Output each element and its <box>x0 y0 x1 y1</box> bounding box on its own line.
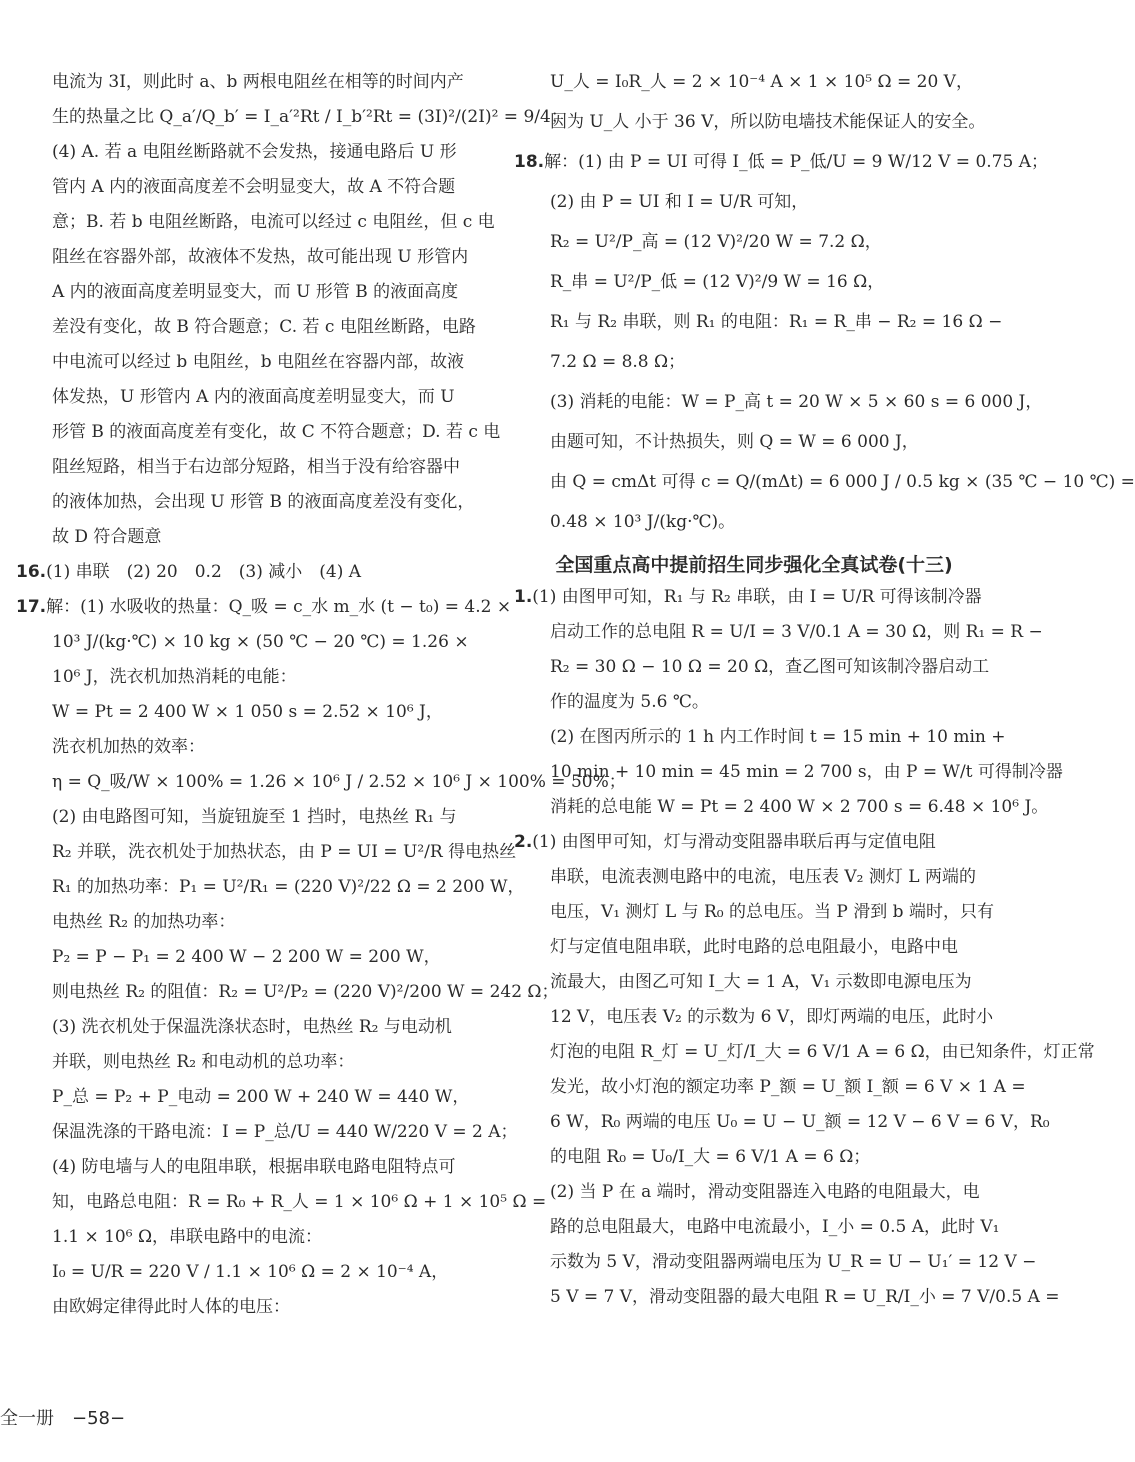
text-line <box>514 1180 994 1204</box>
line-text: 故 D 符合题意 <box>52 527 162 547</box>
line-text: I₀ = U/R = 220 V / 1.1 × 10⁶ Ω = 2 × 10⁻⁴ A， <box>52 1262 449 1282</box>
text-line <box>16 420 500 444</box>
line-text: 0.48 × 10³ J/(kg·℃)。 <box>550 512 736 532</box>
text-line <box>16 105 568 129</box>
text-line <box>514 350 994 374</box>
text-line <box>514 270 994 294</box>
question-number: 18. <box>514 152 545 172</box>
text-line <box>16 315 500 339</box>
line-text: R₂ = U²/P_高 = (12 V)²/20 W = 7.2 Ω， <box>550 232 882 252</box>
line-text: R₁ 与 R₂ 串联，则 R₁ 的电阻：R₁ = R_串 − R₂ = 16 Ω − <box>550 312 1003 332</box>
text-line <box>16 210 500 234</box>
line-text: 灯与定值电阻串联，此时电路的总电阻最小，电路中电 <box>550 937 958 957</box>
text-line <box>16 805 500 829</box>
text-line <box>514 1145 994 1169</box>
text-line <box>16 1190 547 1214</box>
text-line <box>514 470 1135 494</box>
text-line <box>16 1050 500 1074</box>
line-text: 路的总电阻最大，电路中电流最小，I_小 = 0.5 A，此时 V₁ <box>550 1217 1000 1237</box>
line-text: 6 W，R₀ 两端的电压 U₀ = U − U_额 = 12 V − 6 V = 6 V，R₀ <box>550 1112 1050 1132</box>
text-line <box>514 865 994 889</box>
text-line <box>16 630 500 654</box>
line-text: 由欧姆定律得此时人体的电压： <box>52 1297 290 1317</box>
text-line <box>514 390 1043 414</box>
text-line <box>16 735 500 759</box>
text-line <box>514 1040 1095 1064</box>
text-line <box>16 980 559 1004</box>
text-line <box>16 945 500 969</box>
line-text: P₂ = P − P₁ = 2 400 W − 2 200 W = 200 W， <box>52 947 441 967</box>
line-text: A 内的液面高度差明显变大，而 U 形管 B 的液面高度 <box>52 282 459 302</box>
line-text: (1) 由图甲可知，灯与滑动变阻器串联后再与定值电阻 <box>532 832 936 852</box>
text-line <box>16 350 500 374</box>
text-line <box>514 510 994 534</box>
text-line <box>514 1250 1037 1274</box>
text-line <box>16 175 500 199</box>
text-line <box>16 70 500 94</box>
line-text: (4) A. 若 a 电阻丝断路就不会发热，接通电路后 U 形 <box>52 142 457 162</box>
line-text: R_串 = U²/P_低 = (12 V)²/9 W = 16 Ω， <box>550 272 885 292</box>
text-line <box>16 280 500 304</box>
line-text: 由题可知，不计热损失，则 Q = W = 6 000 J， <box>550 432 919 452</box>
line-text: 电热丝 R₂ 的加热功率： <box>52 912 236 932</box>
line-text: (3) 洗衣机处于保温洗涤状态时，电热丝 R₂ 与电动机 <box>52 1017 452 1037</box>
text-line <box>514 935 994 959</box>
text-line <box>16 385 500 409</box>
text-line <box>16 1120 518 1144</box>
line-text: 灯泡的电阻 R_灯 = U_灯/I_大 = 6 V/1 A = 6 Ω，由已知条件，灯正常 <box>550 1042 1095 1062</box>
text-line <box>514 430 994 454</box>
text-line <box>16 1155 500 1179</box>
line-text: 洗衣机加热的效率： <box>52 737 205 757</box>
line-text: 形管 B 的液面高度差有变化，故 C 不符合题意；D. 若 c 电 <box>52 422 501 442</box>
line-text: 1.1 × 10⁶ Ω，串联电路中的电流： <box>52 1227 323 1247</box>
line-text: 10⁶ J，洗衣机加热消耗的电能： <box>52 667 297 687</box>
text-line <box>16 455 500 479</box>
text-line <box>514 110 994 134</box>
text-line <box>514 725 1006 749</box>
line-text: (1) 由图甲可知，R₁ 与 R₂ 串联，由 I = U/R 可得该制冷器 <box>532 587 982 607</box>
text-line <box>514 620 1043 644</box>
line-text: 启动工作的总电阻 R = U/I = 3 V/0.1 A = 30 Ω，则 R₁ = R − <box>550 622 1043 642</box>
text-line <box>16 700 500 724</box>
line-text: W = Pt = 2 400 W × 1 050 s = 2.52 × 10⁶ J， <box>52 702 443 722</box>
question-number: 2. <box>514 832 533 852</box>
line-text: 保温洗涤的干路电流：I = P_总/U = 440 W/220 V = 2 A； <box>52 1122 518 1142</box>
text-line <box>514 690 994 714</box>
text-line <box>514 1110 1050 1134</box>
line-text: 10³ J/(kg·℃) × 10 kg × (50 ℃ − 20 ℃) = 1.26 × <box>52 632 469 652</box>
line-text: 解：(1) 由 P = UI 可得 I_低 = P_低/U = 9 W/12 V = 0.75 A； <box>544 152 1048 172</box>
line-text: 示数为 5 V，滑动变阻器两端电压为 U_R = U − U₁′ = 12 V − <box>550 1252 1037 1272</box>
line-text: 则电热丝 R₂ 的阻值：R₂ = U²/P₂ = (220 V)²/200 W = 242 Ω； <box>52 982 559 1002</box>
line-text: 的电阻 R₀ = U₀/I_大 = 6 V/1 A = 6 Ω； <box>550 1147 871 1167</box>
line-text: 中电流可以经过 b 电阻丝，b 电阻丝在容器内部，故液 <box>52 352 464 372</box>
line-text: R₁ 的加热功率：P₁ = U²/R₁ = (220 V)²/22 Ω = 2 200 W， <box>52 877 525 897</box>
line-text: R₂ = 30 Ω − 10 Ω = 20 Ω，查乙图可知该制冷器启动工 <box>550 657 990 677</box>
line-text: 阻丝在容器外部，故液体不发热，故可能出现 U 形管内 <box>52 247 469 267</box>
line-text: 并联，则电热丝 R₂ 和电动机的总功率： <box>52 1052 355 1072</box>
text-line <box>514 70 994 94</box>
text-line <box>16 595 512 619</box>
text-line <box>514 900 994 924</box>
text-line <box>16 560 500 584</box>
line-text: 差没有变化，故 B 符合题意；C. 若 c 电阻丝断路，电路 <box>52 317 476 337</box>
text-line <box>514 1285 1060 1309</box>
text-line <box>514 585 994 609</box>
line-text: 12 V，电压表 V₂ 的示数为 6 V，即灯两端的电压，此时小 <box>550 1007 994 1027</box>
line-text: 流最大，由图乙可知 I_大 = 1 A，V₁ 示数即电源电压为 <box>550 972 972 992</box>
text-line <box>514 230 994 254</box>
right-column-top <box>514 70 1135 534</box>
text-line <box>514 1005 994 1029</box>
text-line <box>514 830 994 854</box>
line-text: 作的温度为 5.6 ℃。 <box>550 692 709 712</box>
text-line <box>16 840 517 864</box>
question-number: 1. <box>514 587 533 607</box>
line-text: 消耗的总电能 W = Pt = 2 400 W × 2 700 s = 6.48 × 10⁶ J。 <box>550 797 1049 817</box>
line-text: (1) 串联 (2) 20 0.2 (3) 减小 (4) A <box>46 562 362 582</box>
line-text: (2) 由电路图可知，当旋钮旋至 1 挡时，电热丝 R₁ 与 <box>52 807 457 827</box>
line-text: 电流为 3I，则此时 a、b 两根电阻丝在相等的时间内产 <box>52 72 464 92</box>
line-text: 的液体加热，会出现 U 形管 B 的液面高度差没有变化， <box>52 492 475 512</box>
question-number: 16. <box>16 562 47 582</box>
line-text: R₂ 并联，洗衣机处于加热状态，由 P = UI = U²/R 得电热丝 <box>52 842 517 862</box>
line-text: 7.2 Ω = 8.8 Ω； <box>550 352 686 372</box>
line-text: 5 V = 7 V，滑动变阻器的最大电阻 R = U_R/I_小 = 7 V/0.5 A = <box>550 1287 1060 1307</box>
line-text: 生的热量之比 Q_a′/Q_b′ = I_a′²Rt / I_b′²Rt = (3I)²/(2I)² = 9/4； <box>52 107 568 127</box>
line-text: 因为 U_人 小于 36 V，所以防电墙技术能保证人的安全。 <box>550 112 986 132</box>
text-line <box>514 970 994 994</box>
text-line <box>514 150 1048 174</box>
line-text: 由 Q = cmΔt 可得 c = Q/(mΔt) = 6 000 J / 0.5 kg × (35 ℃ − 10 ℃) = <box>550 472 1135 492</box>
text-line <box>514 795 1049 819</box>
right-column <box>514 70 1135 1320</box>
text-line <box>514 655 994 679</box>
line-text: (4) 防电墙与人的电阻串联，根据串联电路电阻特点可 <box>52 1157 456 1177</box>
line-text: 管内 A 内的液面高度差不会明显变大，故 A 不符合题 <box>52 177 456 197</box>
line-text: (2) 在图丙所示的 1 h 内工作时间 t = 15 min + 10 min + <box>550 727 1006 747</box>
line-text: 串联，电流表测电路中的电流，电压表 V₂ 测灯 L 两端的 <box>550 867 976 887</box>
text-line <box>16 1085 500 1109</box>
line-text: (3) 消耗的电能：W = P_高 t = 20 W × 5 × 60 s = 6 000 J， <box>550 392 1043 412</box>
page-footer: 全一册 −58− <box>0 1408 126 1429</box>
text-line <box>16 665 500 689</box>
text-line <box>16 910 500 934</box>
text-line <box>514 1215 1000 1239</box>
line-text: 体发热，U 形管内 A 内的液面高度差明显变大，而 U <box>52 387 455 407</box>
text-line <box>16 1015 500 1039</box>
text-line <box>514 310 1003 334</box>
question-number: 17. <box>16 597 47 617</box>
line-text: 10 min + 10 min = 45 min = 2 700 s，由 P = W/t 可得制冷器 <box>550 762 1063 782</box>
text-line <box>16 1260 500 1284</box>
line-text: U_人 = I₀R_人 = 2 × 10⁻⁴ A × 1 × 10⁵ Ω = 20 V， <box>550 72 973 92</box>
line-text: 电压，V₁ 测灯 L 与 R₀ 的总电压。当 P 滑到 b 端时，只有 <box>550 902 994 922</box>
line-text: (2) 由 P = UI 和 I = U/R 可知， <box>550 192 809 212</box>
text-line <box>16 1295 500 1319</box>
line-text: (2) 当 P 在 a 端时，滑动变阻器连入电路的电阻最大，电 <box>550 1182 980 1202</box>
section-title: 全国重点高中提前招生同步强化全真试卷(十三) <box>555 554 953 576</box>
text-line <box>16 875 525 899</box>
text-line <box>16 245 500 269</box>
text-line <box>16 770 626 794</box>
line-text: η = Q_吸/W × 100% = 1.26 × 10⁶ J / 2.52 × 10⁶ J × 100% = 50%； <box>52 772 626 792</box>
text-line <box>514 760 1063 784</box>
text-line <box>514 190 994 214</box>
right-column-bottom <box>514 585 1095 1309</box>
line-text: 知，电路总电阻：R = R₀ + R_人 = 1 × 10⁶ Ω + 1 × 10⁵ Ω = <box>52 1192 547 1212</box>
text-line <box>16 1225 500 1249</box>
text-line <box>16 140 500 164</box>
line-text: 意；B. 若 b 电阻丝断路，电流可以经过 c 电阻丝，但 c 电 <box>52 212 495 232</box>
text-line <box>16 490 500 514</box>
text-line <box>16 525 500 549</box>
line-text: 发光，故小灯泡的额定功率 P_额 = U_额 I_额 = 6 V × 1 A = <box>550 1077 1026 1097</box>
text-line <box>514 1075 1026 1099</box>
line-text: P_总 = P₂ + P_电动 = 200 W + 240 W = 440 W， <box>52 1087 470 1107</box>
line-text: 解：(1) 水吸收的热量：Q_吸 = c_水 m_水 (t − t₀) = 4.2 × <box>46 597 512 617</box>
line-text: 阻丝短路，相当于右边部分短路，相当于没有给容器中 <box>52 457 460 477</box>
